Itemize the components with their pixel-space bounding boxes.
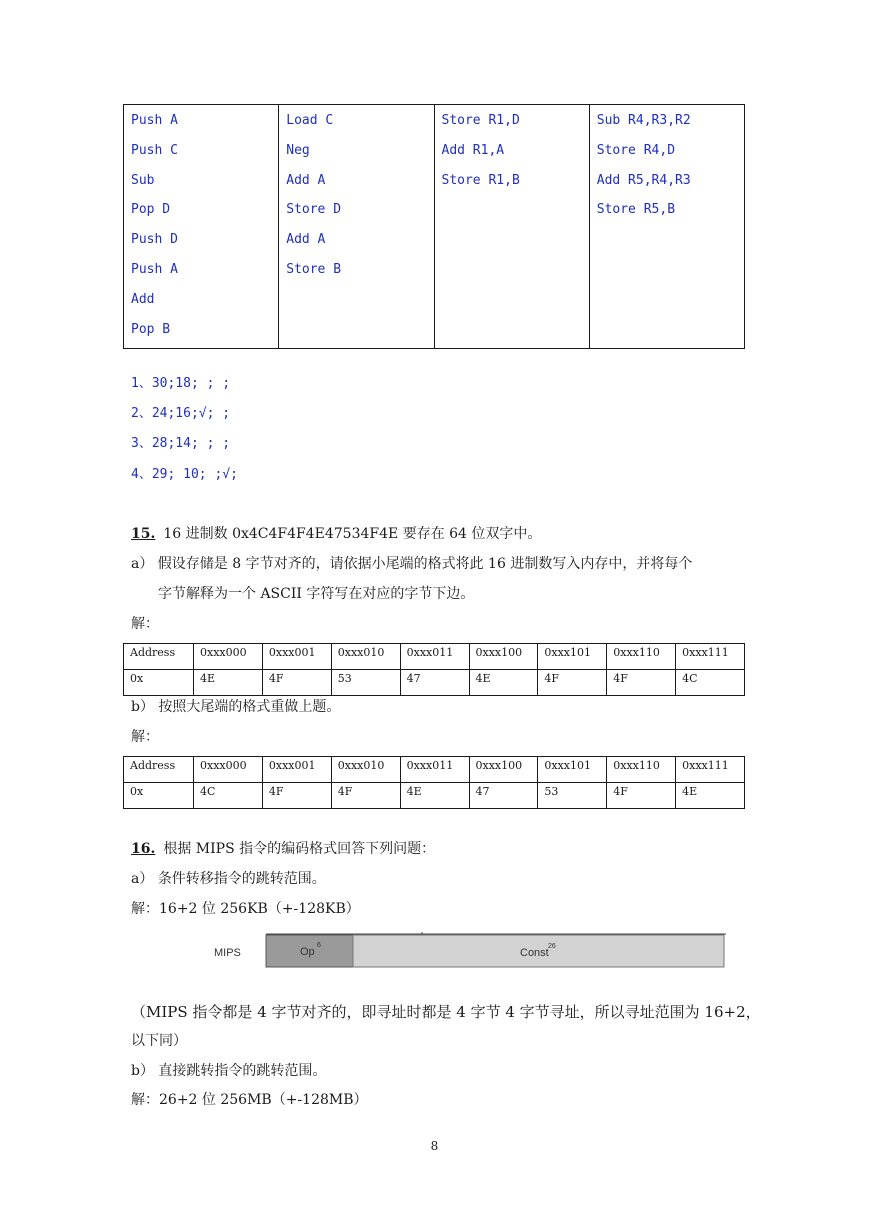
question-number: 15. [131,526,156,542]
table-cell: 4C [676,670,745,696]
code-line: Add [131,291,155,307]
code-line: Pop B [131,321,171,337]
mips-label: MIPS [214,947,241,959]
table-cell: 4F [607,670,676,696]
table-cell: 0xxx000 [194,757,263,783]
table-row [124,644,745,670]
q16-note-cont: 以下同） [131,1033,187,1049]
answer-line: 1、30;18; ; ; [131,376,231,391]
mips-encoding-diagram [200,930,730,970]
table-cell: Address [124,644,194,670]
table-cell: 4E [469,670,538,696]
table-cell: 4E [194,670,263,696]
table-cell: 0xxx110 [607,757,676,783]
table-cell: 0xxx011 [400,757,469,783]
table-cell: 4E [676,783,745,809]
table-cell: 47 [469,783,538,809]
table-cell: 0x [124,670,194,696]
code-line: Add A [286,172,326,188]
const-label: Const [520,947,549,959]
q15-part-a-cont: 字节解释为一个 ASCII 字符写在对应的字节下边。 [158,586,475,602]
code-line: Store R1,B [441,172,520,188]
table-cell: 0xxx101 [538,757,607,783]
table-cell: Address [124,757,194,783]
table-cell: 4C [194,783,263,809]
table-cell: 0xxx011 [400,644,469,670]
table-cell: 53 [331,670,400,696]
const-superscript: 26 [548,943,556,950]
q16-solution-a: 解：16+2 位 256KB（+-128KB） [131,901,360,917]
code-line: Load C [286,113,334,128]
table-cell: 0xxx110 [607,644,676,670]
question-16 [131,839,435,859]
code-line: Store D [286,202,342,218]
answer-line: 2、24;16;√; ; [131,406,231,422]
q16-part-b: b） 直接跳转指令的跳转范围。 [131,1063,327,1079]
q16-part-a: a） 条件转移指令的跳转范围。 [131,871,326,887]
op-superscript: 6 [317,942,321,949]
table-cell: 0xxx010 [331,757,400,783]
code-line: Add R5,R4,R3 [596,172,691,188]
code-line: Store R5,B [596,202,676,218]
code-line: Push C [131,142,178,158]
code-column-stack [124,105,279,349]
code-table [123,104,745,349]
question-text: 根据 MIPS 指令的编码格式回答下列问题： [163,841,436,857]
code-column-register-memory [434,105,589,349]
answer-list [131,374,238,495]
table-cell: 4F [262,670,331,696]
code-line: Store R4,D [596,142,676,158]
page-number: 8 [430,1139,439,1153]
code-line: Sub [131,172,155,188]
table-row [124,757,745,783]
code-line: Push D [131,232,178,248]
code-line: Store B [286,261,342,277]
table-cell: 0xxx111 [676,644,745,670]
question-number: 16. [131,841,156,857]
table-cell: 4F [607,783,676,809]
q15-solution-b-label: 解： [131,729,159,745]
table-cell: 53 [538,783,607,809]
table-cell: 0x [124,783,194,809]
code-line: Pop D [131,202,171,218]
question-text: 16 进制数 0x4C4F4F4E47534F4E 要存在 64 位双字中。 [163,526,542,542]
answer-line: 3、28;14; ; ; [131,436,231,452]
table-cell: 4F [262,783,331,809]
table-cell: 0xxx000 [194,644,263,670]
table-row [124,783,745,809]
table-cell: 0xxx001 [262,644,331,670]
code-line: Push A [131,113,178,128]
q15-solution-a-label: 解： [131,616,159,632]
table-cell: 4F [331,783,400,809]
big-endian-table [123,756,745,809]
code-column-load-store [589,105,744,349]
code-line: Sub R4,R3,R2 [596,113,691,128]
table-cell: 4F [538,670,607,696]
table-cell: 0xxx100 [469,644,538,670]
question-15 [131,524,541,544]
table-cell: 0xxx010 [331,644,400,670]
table-cell: 0xxx101 [538,644,607,670]
table-cell: 4E [400,783,469,809]
table-cell: 47 [400,670,469,696]
little-endian-table [123,643,745,696]
q16-note: （MIPS 指令都是 4 字节对齐的，即寻址时都是 4 字节 4 字节寻址，所以寻址范围为 16+2， [131,1003,761,1021]
code-line: Push A [131,261,178,277]
answer-line: 4、29; 10; ;√; [131,466,238,482]
table-cell: 0xxx001 [262,757,331,783]
code-line: Add R1,A [441,142,505,158]
table-cell: 0xxx111 [676,757,745,783]
q16-solution-b: 解：26+2 位 256MB（+-128MB） [131,1092,368,1108]
q15-part-b: b） 按照大尾端的格式重做上题。 [131,699,341,715]
q15-part-a: a） 假设存储是 8 字节对齐的，请依据小尾端的格式将此 16 进制数写入内存中，并将每个 [131,556,693,572]
op-label: Op [300,946,315,958]
code-line: Add A [286,232,326,248]
code-column-accumulator [279,105,434,349]
code-line: Neg [286,142,310,158]
code-line: Store R1,D [441,113,520,128]
table-row [124,670,745,696]
table-cell: 0xxx100 [469,757,538,783]
